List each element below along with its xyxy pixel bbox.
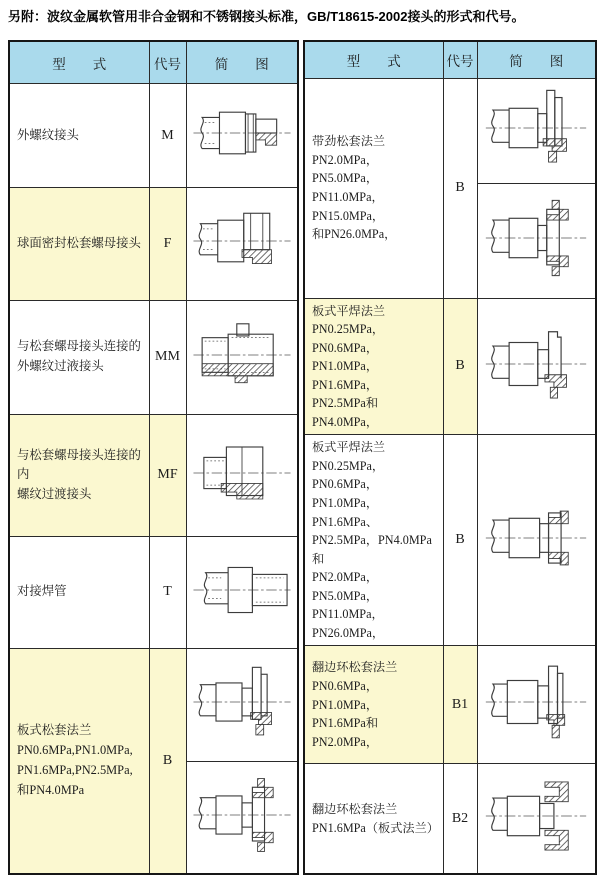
flared-ring-plate-flange-diagram [482,773,590,859]
diagram-cell [477,183,596,298]
butt-weld-pipe-diagram [190,548,294,632]
plate-weld-flange-diagram [482,321,590,407]
type-cell: 对接焊管 [9,536,149,648]
table-row [304,646,596,764]
necked-loose-flange-section-diagram [482,195,590,281]
type-cell: 与松套螺母接头连接的内 螺纹过渡接头 [9,415,149,536]
code-cell: B [443,435,477,646]
code-cell: M [149,84,186,188]
table-row [304,78,596,183]
male-thread-fitting-diagram [190,91,294,175]
female-thread-adapter-diagram [190,431,294,515]
type-cell: 带劲松套法兰 PN2.0MPa，PN5.0MPa， PN11.0MPa，PN15.0MPa， 和PN26.0MPa， [304,78,443,298]
diagram-cell [477,764,596,874]
table-row [9,648,298,761]
male-thread-adapter-diagram [190,313,294,397]
plate-loose-flange-section-diagram [190,773,294,857]
code-cell: B2 [443,764,477,874]
code-cell: MF [149,415,186,536]
table-row [9,188,298,300]
diagram-cell [186,648,298,761]
header-type: 型 式 [304,41,443,78]
type-cell: 翻边环松套法兰 PN1.6MPa（板式法兰） [304,764,443,874]
header-diagram: 简 图 [477,41,596,78]
page-title: 另附：波纹金属软管用非合金钢和不锈钢接头标准，GB/T18615-2002接头的形式和代号。 [8,9,525,24]
fitting-table-right [303,40,597,875]
diagram-cell [186,415,298,536]
code-cell: B [443,78,477,298]
diagram-cell [477,298,596,435]
table-row [304,764,596,874]
type-cell: 翻边环松套法兰 PN0.6MPa，PN1.0MPa， PN1.6MPa和PN2.0MPa， [304,646,443,764]
fitting-table-left [8,40,299,875]
code-cell: F [149,188,186,300]
plate-loose-flange-diagram [190,660,294,744]
type-cell: 板式松套法兰 PN0.6MPa,PN1.0MPa, PN1.6MPa,PN2.5MPa, 和PN4.0MPa [9,648,149,874]
table-row [304,435,596,646]
diagram-cell [186,762,298,874]
header-code: 代号 [149,41,186,84]
fitting-type-tables [8,40,597,875]
type-cell: 板式平焊法兰 PN0.25MPa，PN0.6MPa， PN1.0MPa，PN1.6MPa， PN2.5MPa和PN4.0MPa， [304,298,443,435]
diagram-cell [186,84,298,188]
diagram-cell [186,188,298,300]
header-code: 代号 [443,41,477,78]
header-row [9,41,298,84]
type-cell: 板式平焊法兰 PN0.25MPa，PN0.6MPa， PN1.0MPa，PN1.6MPa、 PN2.5MPa，PN4.0MPa和 PN2.0MPa，PN5.0MPa， PN11.0MPa，PN26.0MPa， [304,435,443,646]
diagram-cell [477,78,596,183]
type-cell: 外螺纹接头 [9,84,149,188]
table-row [304,298,596,435]
type-cell: 与松套螺母接头连接的 外螺纹过液接头 [9,300,149,415]
code-cell: B [443,298,477,435]
header-diagram: 简 图 [186,41,298,84]
necked-loose-flange-diagram [482,85,590,171]
header-type: 型 式 [9,41,149,84]
code-cell: B1 [443,646,477,764]
flared-ring-loose-flange-diagram [482,659,590,745]
code-cell: T [149,536,186,648]
diagram-cell [477,646,596,764]
table-row [9,84,298,188]
table-row [9,415,298,536]
plate-weld-flange-section-diagram [482,495,590,581]
spherical-seal-loose-nut-fitting-diagram [190,199,294,283]
code-cell: B [149,648,186,874]
table-row [9,536,298,648]
code-cell: MM [149,300,186,415]
header-row [304,41,596,78]
diagram-cell [477,435,596,646]
table-row [9,300,298,415]
diagram-cell [186,536,298,648]
type-cell: 球面密封松套螺母接头 [9,188,149,300]
diagram-cell [186,300,298,415]
